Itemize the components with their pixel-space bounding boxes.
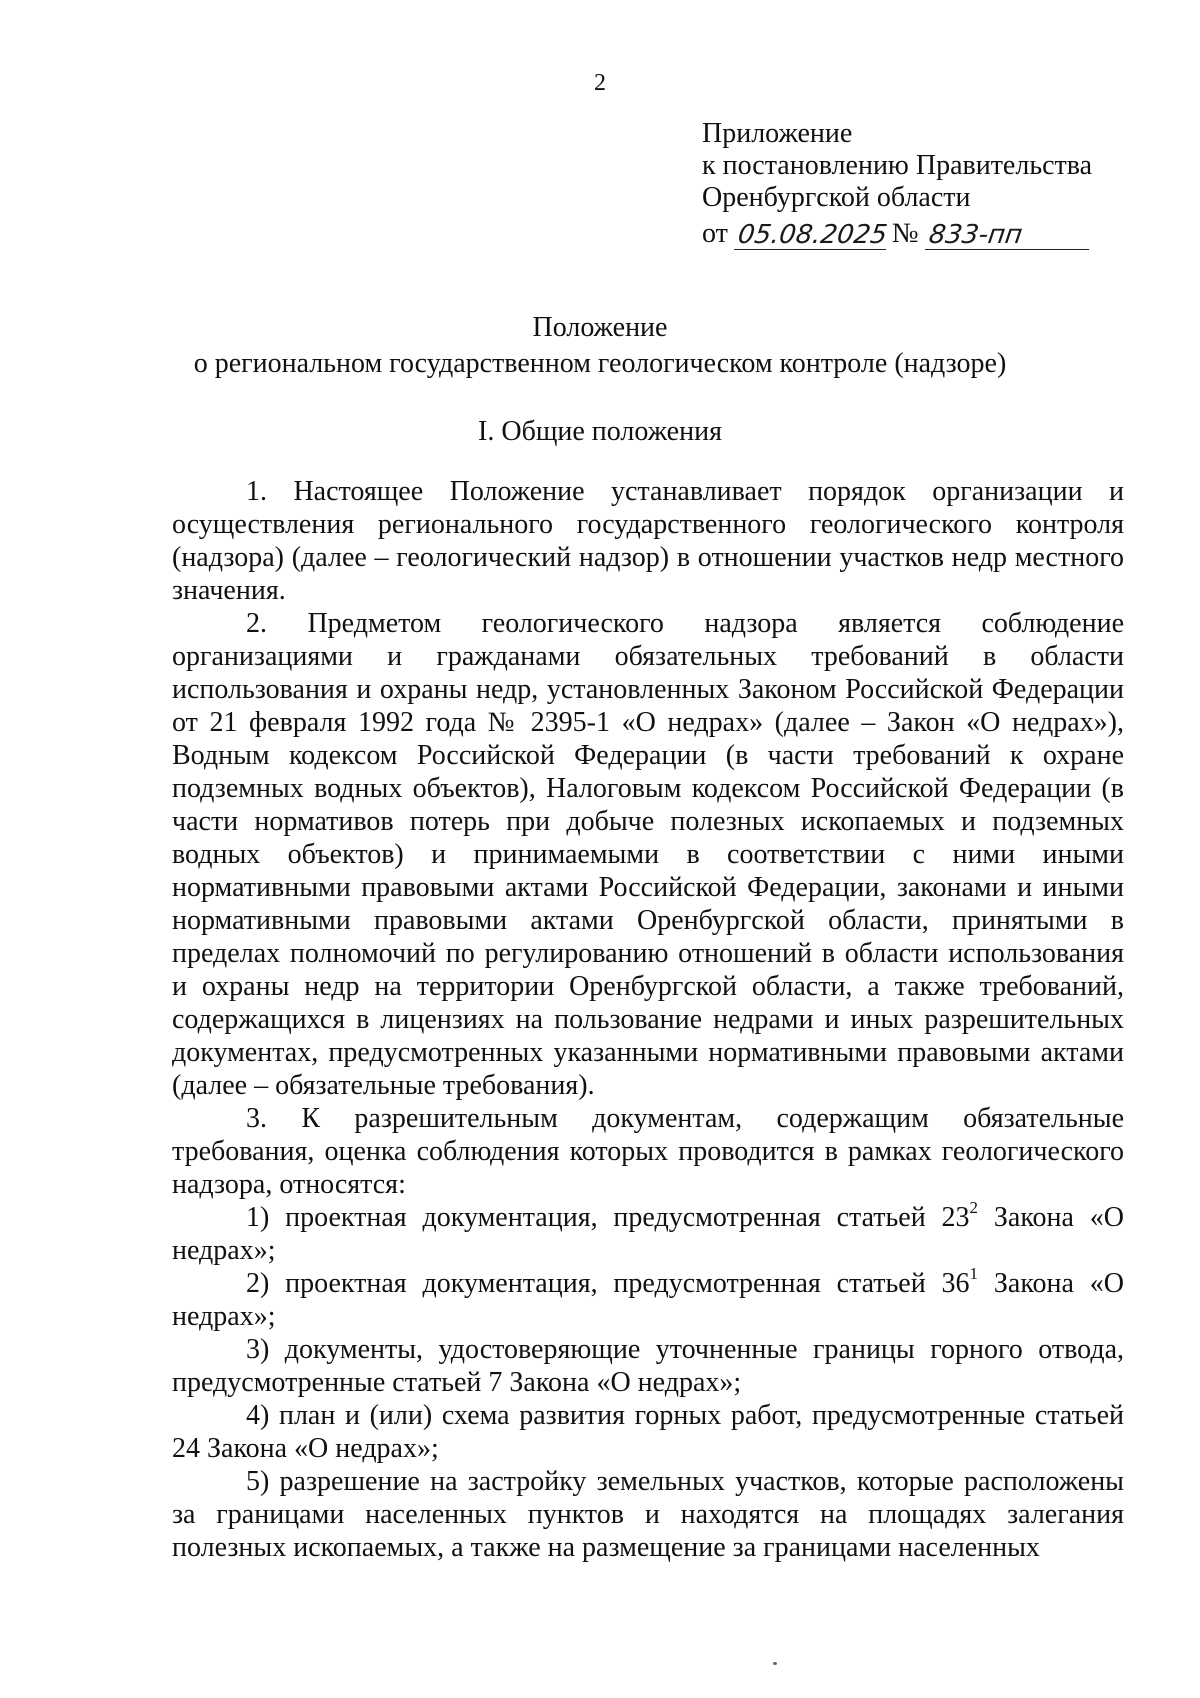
paragraph-2: 2. Предметом геологического надзора является соблюдение организациями и гражданами обязательных требований в области использования и охраны недр, установленных Законом Российской Федерации от 21 февраля 1992 года № 2395-1 «О недрах» (далее – Закон «О недрах»), Водным кодексом Российской Федерации (в части требований к охране подземных водных объектов), Налоговым кодексом Российской Федерации (в части нормативов потерь при добыче полезных ископаемых и подземных водных объектов) и принимаемыми в соответствии с ними иными нормативными правовыми актами Российской Федерации, законами и иными нормативными правовыми актами Оренбургской области, принятыми в пределах полномочий по регулированию отношений в области использования и охраны недр на территории Оренбургской области, а также требований, содержащихся в лицензиях на пользование недрами и иных разрешительных документах, предусмотренных указанными нормативными правовыми актами (далее – обязательные требования). — [172, 608, 1124, 1101]
appendix-date-number-line — [702, 214, 1092, 250]
scan-speck — [773, 1662, 777, 1665]
page-number: 2 — [594, 70, 606, 96]
date-prefix: от — [702, 218, 728, 249]
document-title: Положение — [532, 312, 668, 343]
paragraph-3: 3. К разрешительным документам, содержащим обязательные требования, оценка соблюдения которых проводится в рамках геологического надзора, относятся: — [172, 1103, 1124, 1200]
list-item-3: 3) документы, удостоверяющие уточненные границы горного отвода, предусмотренные статьей 7 Закона «О недрах»; — [172, 1334, 1124, 1398]
list-item-2-superscript: 1 — [969, 1263, 979, 1283]
section-title: I. Общие положения — [478, 416, 722, 447]
appendix-line-3: Оренбургской области — [702, 182, 971, 213]
list-item-4: 4) план и (или) схема развития горных работ, предусмотренные статьей 24 Закона «О недрах»; — [172, 1400, 1124, 1464]
document-subtitle: о региональном государственном геологическом контроле (надзоре) — [193, 348, 1007, 379]
document-title-block — [0, 310, 1200, 382]
list-item-2-text-end: Закона «О недрах»; — [172, 1268, 1124, 1332]
list-item-5: 5) разрешение на застройку земельных участков, которые расположены за границами населенных пунктов и находятся на площадях залегания полезных ископаемых, а также на размещение за границами населенных — [172, 1466, 1124, 1563]
appendix-line-2: к постановлению Правительства — [702, 150, 1093, 181]
paragraph-1: 1. Настоящее Положение устанавливает порядок организации и осуществления регионального государственного геологического контроля (надзора) (далее – геологический надзор) в отношении участков недр местного значения. — [172, 476, 1124, 606]
number-sign: № — [891, 218, 919, 249]
list-item-1 — [172, 1197, 1124, 1267]
list-item-1-text: 1) проектная документация, предусмотренная статьей 23 — [246, 1202, 970, 1233]
list-item-2-text: 2) проектная документация, предусмотренная статьей 36 — [246, 1268, 970, 1299]
handwritten-number: 833-пп — [925, 221, 1093, 250]
appendix-header — [702, 118, 1092, 250]
list-item-1-text-end: Закона «О недрах»; — [172, 1202, 1124, 1266]
list-item-2 — [172, 1263, 1124, 1333]
handwritten-date: 05.08.2025 — [735, 220, 889, 250]
list-item-1-superscript: 2 — [969, 1197, 979, 1217]
document-body — [172, 475, 1124, 1564]
appendix-line-1: Приложение — [702, 118, 853, 149]
